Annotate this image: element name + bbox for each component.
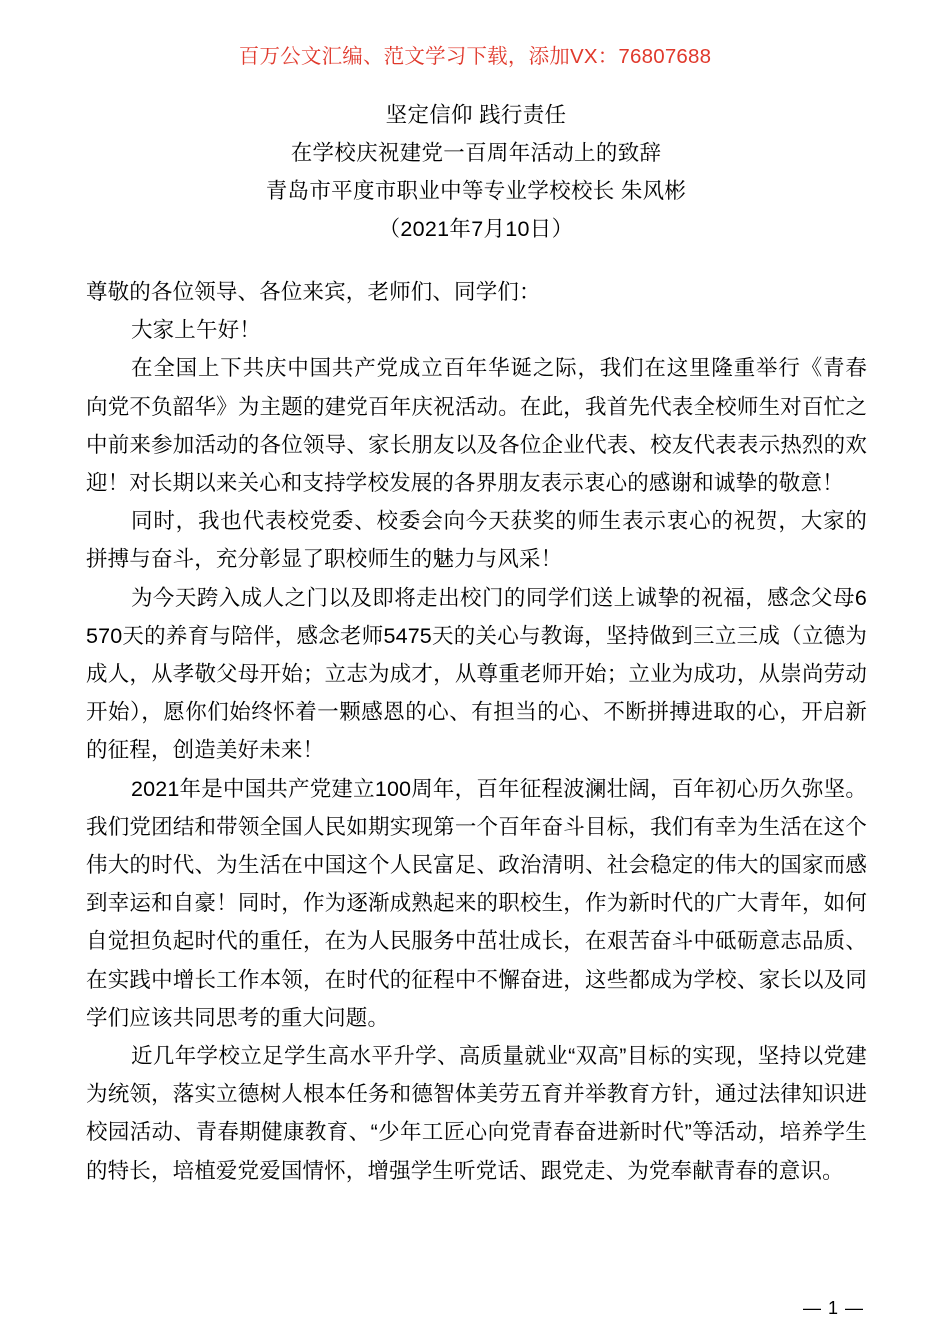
title-line-4-date: （2021年7月10日） — [378, 217, 574, 241]
paragraph-3: 同时，我也代表校党委、校委会向今天获奖的师生表示衷心的祝贺，大家的拼搏与奋斗，充分彰显了职校师生的魅力与风采！ — [86, 509, 867, 572]
page-number-footer: — 1 — — [802, 1298, 864, 1318]
title-line-1: 坚定信仰 践行责任 — [385, 103, 567, 127]
document-body — [86, 273, 867, 1190]
paragraph-4: 为今天跨入成人之门以及即将走出校门的同学们送上诚挚的祝福，感念父母6570天的养育与陪伴，感念老师5475天的关心与教诲，坚持做到三立三成（立德为成人，从孝敬父母开始；立志为成才，从尊重老师开始；立业为成功，从崇尚劳动开始），愿你们始终怀着一颗感恩的心、有担当的心、不断拼搏进取的心，开启新的征程，创造美好未来！ — [86, 585, 867, 763]
salutation: 尊敬的各位领导、各位来宾，老师们、同学们： — [86, 280, 541, 304]
title-line-2: 在学校庆祝建党一百周年活动上的致辞 — [290, 141, 662, 165]
paragraph-6: 近几年学校立足学生高水平升学、高质量就业“双高”目标的实现，坚持以党建为统领，落实立德树人根本任务和德智体美劳五育并举教育方针，通过法律知识进校园活动、青春期健康教育、“少年工匠心向党青春奋进新时代”等活动，培养学生的特长，培植爱党爱国情怀，增强学生听党话、跟党走、为党奉献青春的意识。 — [86, 1044, 867, 1183]
paragraph-2: 在全国上下共庆中国共产党成立百年华诞之际，我们在这里隆重举行《青春向党不负韶华》为主题的建党百年庆祝活动。在此，我首先代表全校师生对百忙之中前来参加活动的各位领导、家长朋友以及各位企业代表、校友代表表示热烈的欢迎！对长期以来关心和支持学校发展的各界朋友表示衷心的感谢和诚挚的敬意！ — [86, 356, 867, 496]
title-line-3: 青岛市平度市职业中等专业学校校长 朱风彬 — [265, 179, 687, 203]
paragraph-5: 2021年是中国共产党建立100周年，百年征程波澜壮阔，百年初心历久弥坚。我们党团结和带领全国人民如期实现第一个百年奋斗目标，我们有幸为生活在这个伟大的时代、为生活在中国这个人民富足、政治清明、社会稳定的伟大的国家而感到幸运和自豪！同时，作为逐渐成熟起来的职校生，作为新时代的广大青年，如何自觉担负起时代的重任，在为人民服务中茁壮成长，在艰苦奋斗中砥砺意志品质、在实践中增长工作本领，在时代的征程中不懈奋进，这些都成为学校、家长以及同学们应该共同思考的重大问题。 — [86, 776, 867, 1030]
paragraph-1: 大家上午好！ — [131, 318, 261, 343]
document-title-block — [86, 96, 866, 248]
watermark-header-text: 百万公文汇编、范文学习下载，添加VX：76807688 — [238, 45, 712, 68]
